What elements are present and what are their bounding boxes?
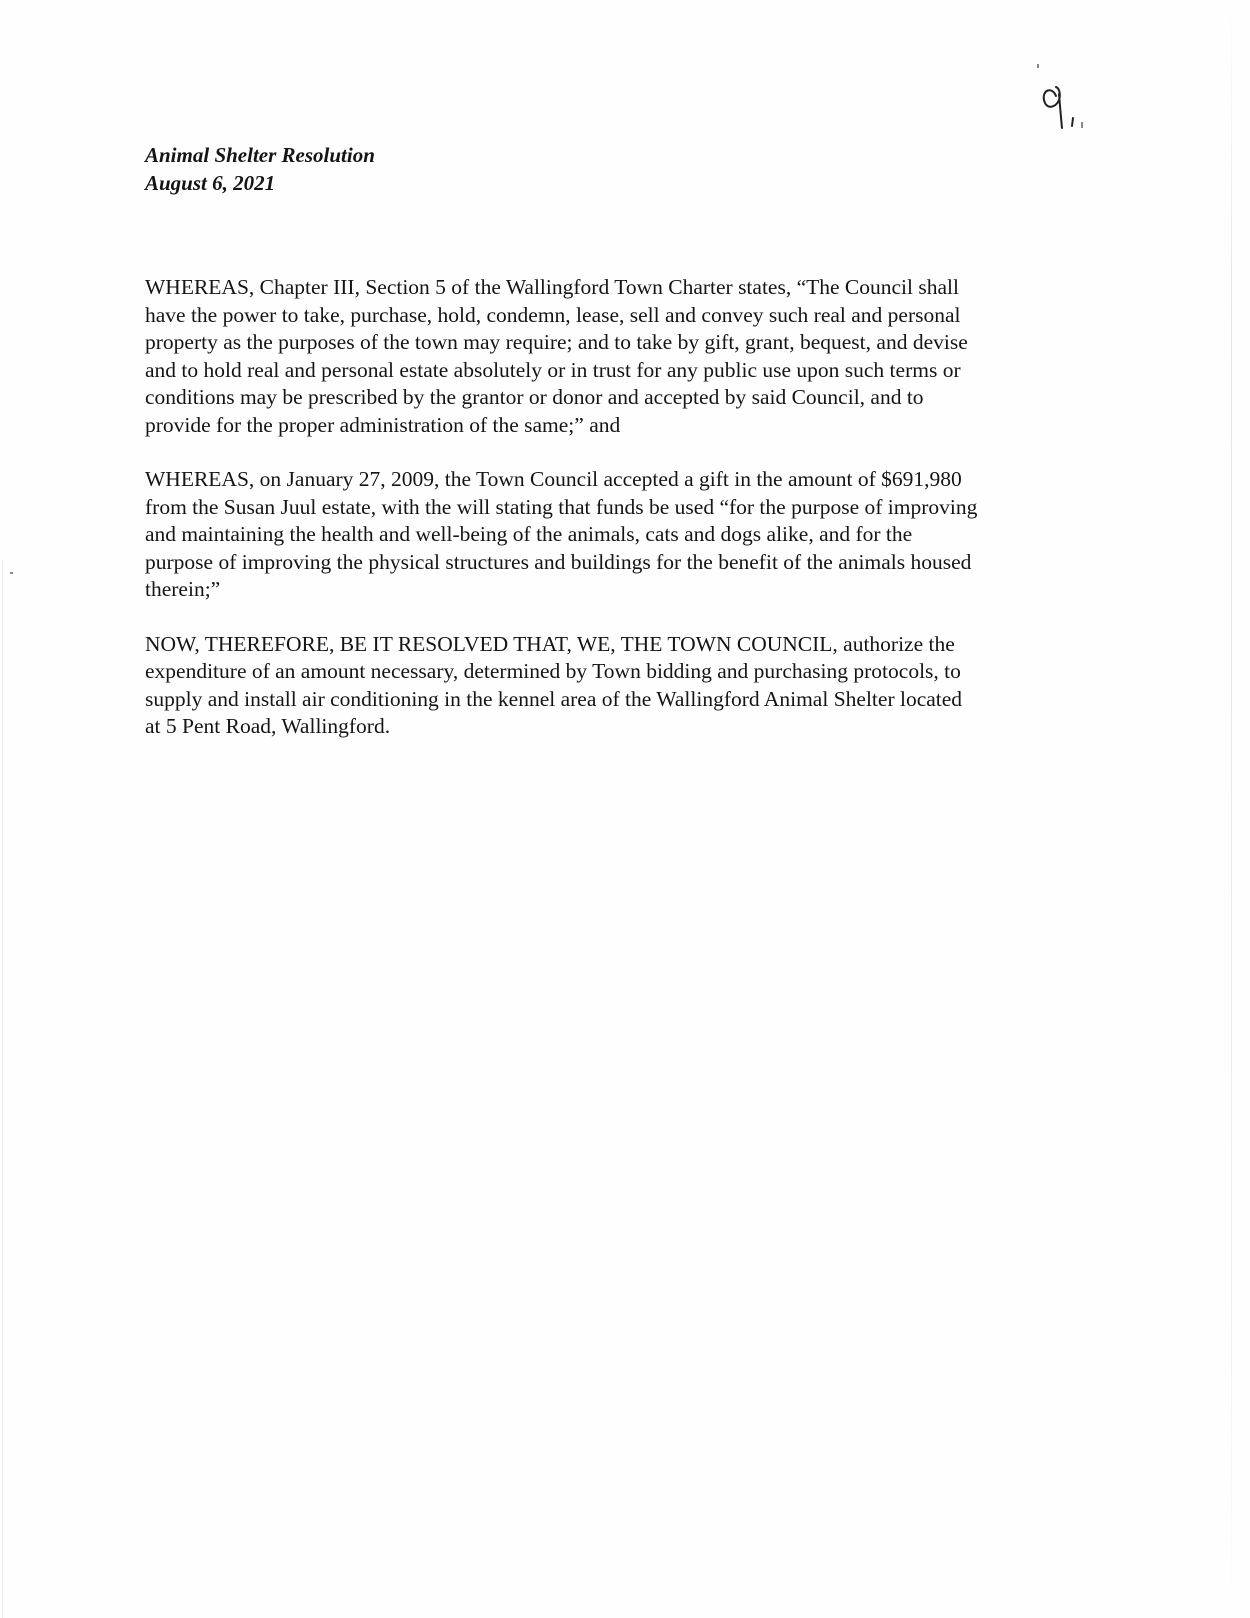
paragraph-line: purpose of improving the physical structures and buildings for the benefit of the animals housed xyxy=(145,549,972,574)
handwritten-page-number xyxy=(1040,70,1110,140)
paragraph-line: have the power to take, purchase, hold, condemn, lease, sell and convey such real and personal xyxy=(145,302,961,327)
paragraph-line: provide for the proper administration of the same;” and xyxy=(145,412,621,437)
scan-edge-right xyxy=(1231,0,1232,1618)
paragraph-line: and to hold real and personal estate absolutely or in trust for any public use upon such terms or xyxy=(145,357,961,382)
paragraph-line: WHEREAS, on January 27, 2009, the Town Council accepted a gift in the amount of $691,980 xyxy=(145,467,962,491)
scan-edge-left xyxy=(2,560,3,1618)
document-title: Animal Shelter Resolution xyxy=(145,143,375,167)
paragraph-line: therein;” xyxy=(145,577,221,601)
paragraph-line: property as the purposes of the town may require; and to take by gift, grant, bequest, and devise xyxy=(145,330,968,354)
document-date: August 6, 2021 xyxy=(145,171,276,195)
paragraph-line: at 5 Pent Road, Wallingford. xyxy=(145,714,391,738)
scan-speck xyxy=(1037,64,1039,68)
paragraph-line: supply and install air conditioning in the kennel area of the Wallingford Animal Shelter located xyxy=(145,686,963,711)
paragraph-line: and maintaining the health and well-being of the animals, cats and dogs alike, and for the xyxy=(145,522,913,546)
resolved-paragraph xyxy=(145,631,1060,741)
scan-speck xyxy=(10,572,13,574)
whereas-charter-paragraph xyxy=(145,274,1060,439)
paragraph-line: WHEREAS, Chapter III, Section 5 of the Wallingford Town Charter states, “The Council shall xyxy=(145,275,959,299)
paragraph-line: conditions may be prescribed by the grantor or donor and accepted by said Council, and to xyxy=(145,385,924,409)
whereas-gift-paragraph xyxy=(145,466,1060,604)
paragraph-line: NOW, THEREFORE, BE IT RESOLVED THAT, WE, THE TOWN COUNCIL, authorize the xyxy=(145,631,955,656)
resolution-body xyxy=(145,274,1060,768)
document-heading xyxy=(145,141,375,197)
paragraph-line: from the Susan Juul estate, with the will stating that funds be used “for the purpose of improving xyxy=(145,494,978,519)
paragraph-line: expenditure of an amount necessary, determined by Town bidding and purchasing protocols, to xyxy=(145,659,961,683)
